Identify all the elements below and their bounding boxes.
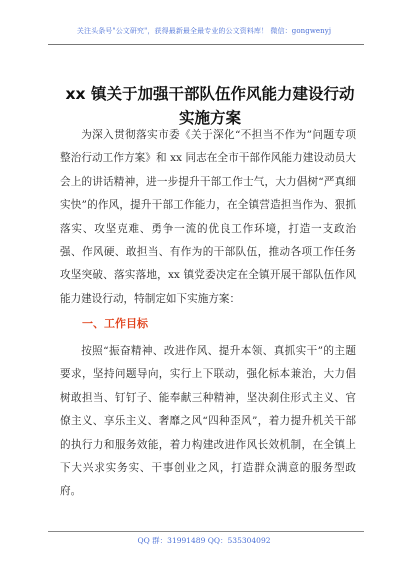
header-promo-note: 关注头条号"公文研究"，获得最新最全最专业的公文资料库！ 微信：gongwenyj xyxy=(76,27,332,35)
document-title: xx 镇关于加强干部队伍作风能力建设行动实施方案 xyxy=(65,85,355,127)
intro-paragraph: 为深入贯彻落实市委《关于深化“不担当不作为”问题专项整治行动工作方案》和 xx 同志在全市干部作风能力建设动员大会上的讲话精神，进一步提升干部工作士气，大力倡树“严真细实快”的作风，提升干部工作能力，在全镇营造担当作为、狠抓落实、攻坚克难、勇争一流的优良工作环境，打造一支政治强、作风硬、敢担当、有作为的干部队伍，推动各项工作任务攻坚突破、落实落地，xx 镇党委决定在全镇开展干部队伍作风能力建设行动，特制定如下实施方案： xyxy=(60,129,356,305)
work-goals-paragraph: 按照“振奋精神、改进作风、提升本领、真抓实干”的主题要求，坚持问题导向，实行上下联动，强化标本兼治，大力倡树敢担当、钉钉子、能奉献三种精神，坚决刹住形式主义、官僚主义、享乐主义、奢靡之风“四种歪风”，着力提升机关干部的执行力和服务效能，着力构建改进作风长效机制，在全镇上下大兴求实务实、干事创业之风，打造群众满意的服务型政府。 xyxy=(60,345,356,498)
section-heading-work-goals: 一、工作目标 xyxy=(82,317,148,330)
footer-divider xyxy=(48,531,364,532)
footer-contact: QQ 群：31991489 QQ：535304092 xyxy=(137,536,271,545)
header-divider xyxy=(48,44,364,45)
